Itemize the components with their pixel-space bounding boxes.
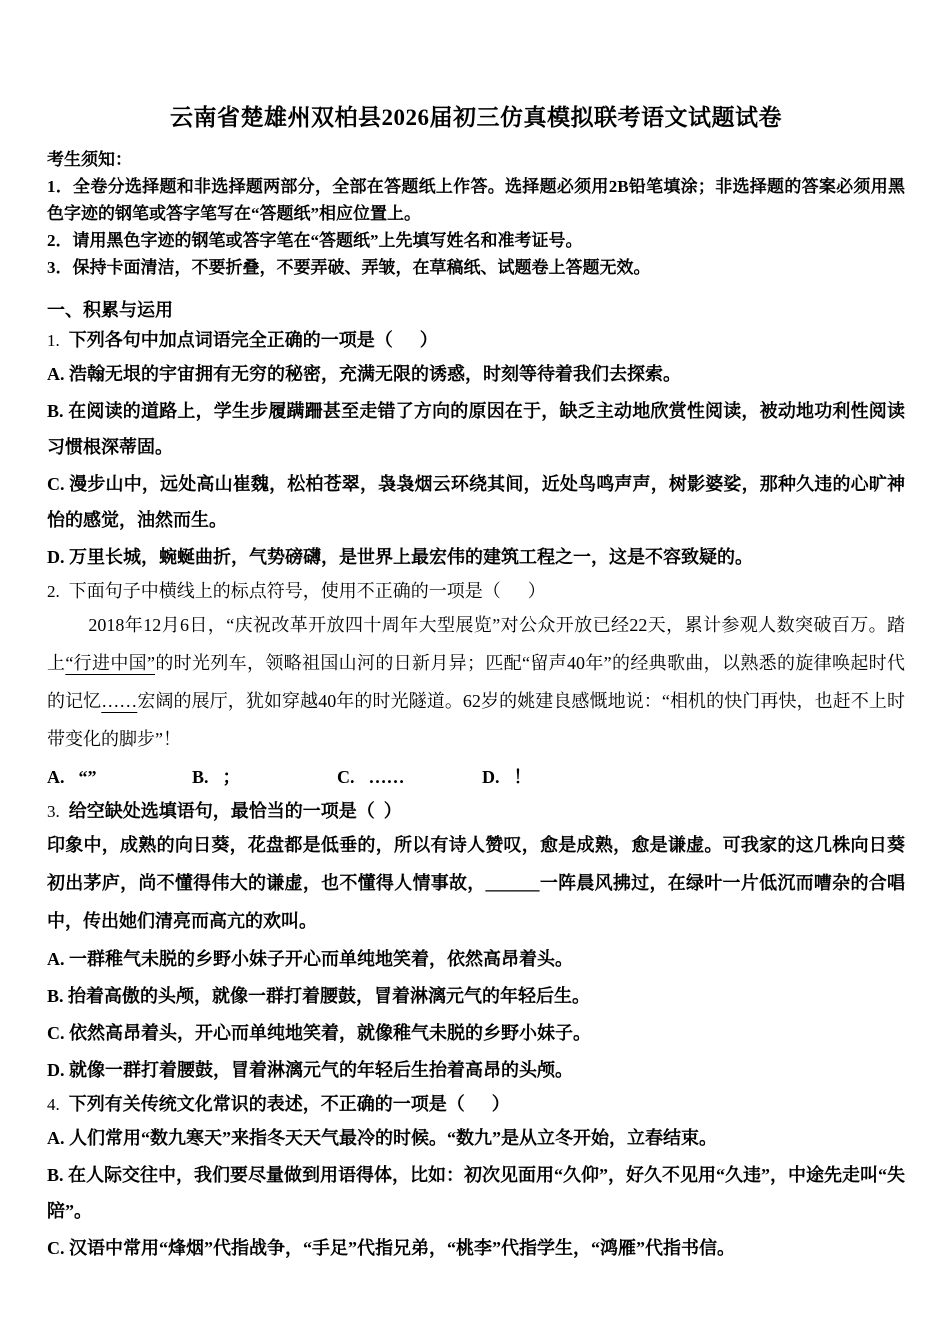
question-3-option-d: D. 就像一群打着腰鼓，冒着淋漓元气的年轻后生抬着高昂的头颅。 xyxy=(47,1060,573,1080)
question-3-passage: 印象中，成熟的向日葵，花盘都是低垂的，所以有诗人赞叹，愈是成熟，愈是谦虚。可我家的这几株向日葵初出茅庐，尚不懂得伟大的谦虚，也不懂得人情事故，______一阵晨风拂过，在绿叶一片低沉而嘈杂的合唱中，传出她们清亮而高亢的欢叫。 xyxy=(47,835,905,931)
notice-item-2: 2．请用黑色字迹的钢笔或答字笔在“答题纸”上先填写姓名和准考证号。 xyxy=(47,231,583,250)
underlined-ellipsis: …… xyxy=(101,691,138,711)
notice-heading: 考生须知： xyxy=(47,150,132,169)
question-stem: 给空缺处选填语句，最恰当的一项是（ ） xyxy=(68,801,402,821)
question-stem: 下列各句中加点词语完全正确的一项是（ ） xyxy=(68,330,438,350)
question-stem: 下列有关传统文化常识的表述，不正确的一项是（ ） xyxy=(68,1094,510,1114)
underlined-quote-marks: “行进中国” xyxy=(65,653,155,673)
question-1-option-b: B. 在阅读的道路上，学生步履蹒跚甚至走错了方向的原因在于，缺乏主动地欣赏性阅读，被动地功利性阅读习惯根深蒂固。 xyxy=(47,401,905,457)
option-mark: “” xyxy=(78,767,97,787)
punct-option-c xyxy=(337,759,482,795)
question-1-option-c: C. 漫步山中，远处高山崔魏，松柏苍翠，袅袅烟云环绕其间，近处鸟鸣声声，树影婆娑，那种久违的心旷神怡的感觉，油然而生。 xyxy=(47,474,905,530)
option-label: C. xyxy=(337,767,355,787)
passage-text: 宏阔的展厅，犹如穿越40年的时光隧道。62岁的姚建良感慨地说：“相机的快门再快，也赶不上时带变化的脚步”！ xyxy=(47,691,905,749)
passage-text: 的时光列车，领略祖国山河的日新月异；匹配“留声40年”的经典歌曲，以熟悉的旋律唤起时代的记忆 xyxy=(47,653,906,711)
question-2-stem-line xyxy=(47,577,905,606)
question-3-option-b: B. 抬着高傲的头颅，就像一群打着腰鼓，冒着淋漓元气的年轻后生。 xyxy=(47,986,591,1006)
question-number: 2. xyxy=(47,582,60,601)
question-1-stem-line xyxy=(47,326,905,355)
question-2-passage xyxy=(47,606,905,758)
notice-section xyxy=(47,146,905,281)
option-mark: ； xyxy=(222,767,241,787)
question-number: 4. xyxy=(47,1095,60,1114)
question-3-option-a: A. 一群稚气未脱的乡野小妹子开心而单纯地笑着，依然高昂着头。 xyxy=(47,949,573,969)
question-1-option-a: A. 浩翰无垠的宇宙拥有无穷的秘密，充满无限的诱惑，时刻等待着我们去探索。 xyxy=(47,364,681,384)
notice-item-1: 1．全卷分选择题和非选择题两部分，全部在答题纸上作答。选择题必须用2B铅笔填涂；非选择题的答案必须用黑色字迹的钢笔或答字笔写在“答题纸”相应位置上。 xyxy=(47,177,905,223)
option-label: B. xyxy=(192,767,209,787)
punct-option-b xyxy=(192,759,337,795)
option-mark: ！ xyxy=(513,767,532,787)
notice-item-3: 3．保持卡面清洁，不要折叠，不要弄破、弄皱，在草稿纸、试题卷上答题无效。 xyxy=(47,258,651,277)
question-1-option-d: D. 万里长城，蜿蜒曲折，气势磅礴，是世界上最宏伟的建筑工程之一，这是不容致疑的。 xyxy=(47,547,753,567)
question-4-stem-line xyxy=(47,1090,905,1119)
question-1 xyxy=(47,326,905,575)
option-mark: …… xyxy=(368,767,405,787)
question-4-option-a: A. 人们常用“数九寒天”来指冬天天气最冷的时候。“数九”是从立冬开始，立春结束。 xyxy=(47,1128,717,1148)
question-number: 1. xyxy=(47,331,60,350)
passage-text: 2018年12月6日，“庆祝改革开放四十周年大型展览”对公众开放已经22天，累计参观人数突破百万。踏上 xyxy=(47,615,905,673)
question-2 xyxy=(47,577,905,795)
question-4-option-c: C. 汉语中常用“烽烟”代指战争，“手足”代指兄弟，“桃李”代指学生，“鸿雁”代指书信。 xyxy=(47,1238,735,1258)
page-title: 云南省楚雄州双柏县2026届初三仿真模拟联考语文试题试卷 xyxy=(170,105,782,130)
question-2-options-row xyxy=(47,759,905,795)
question-3-option-c: C. 依然高昂着头，开心而单纯地笑着，就像稚气未脱的乡野小妹子。 xyxy=(47,1023,591,1043)
option-label: D. xyxy=(482,767,500,787)
section-heading: 一、积累与运用 xyxy=(47,300,173,320)
option-label: A. xyxy=(47,767,65,787)
question-4 xyxy=(47,1090,905,1266)
question-4-option-b: B. 在人际交往中，我们要尽量做到用语得体，比如：初次见面用“久仰”，好久不见用“久违”，中途先走叫“失陪”。 xyxy=(47,1165,906,1221)
question-number: 3. xyxy=(47,802,60,821)
question-3 xyxy=(47,797,905,1088)
punct-option-d xyxy=(482,759,532,795)
punct-option-a xyxy=(47,759,192,795)
question-3-stem-line xyxy=(47,797,905,826)
question-stem: 下面句子中横线上的标点符号，使用不正确的一项是（ ） xyxy=(68,581,546,601)
